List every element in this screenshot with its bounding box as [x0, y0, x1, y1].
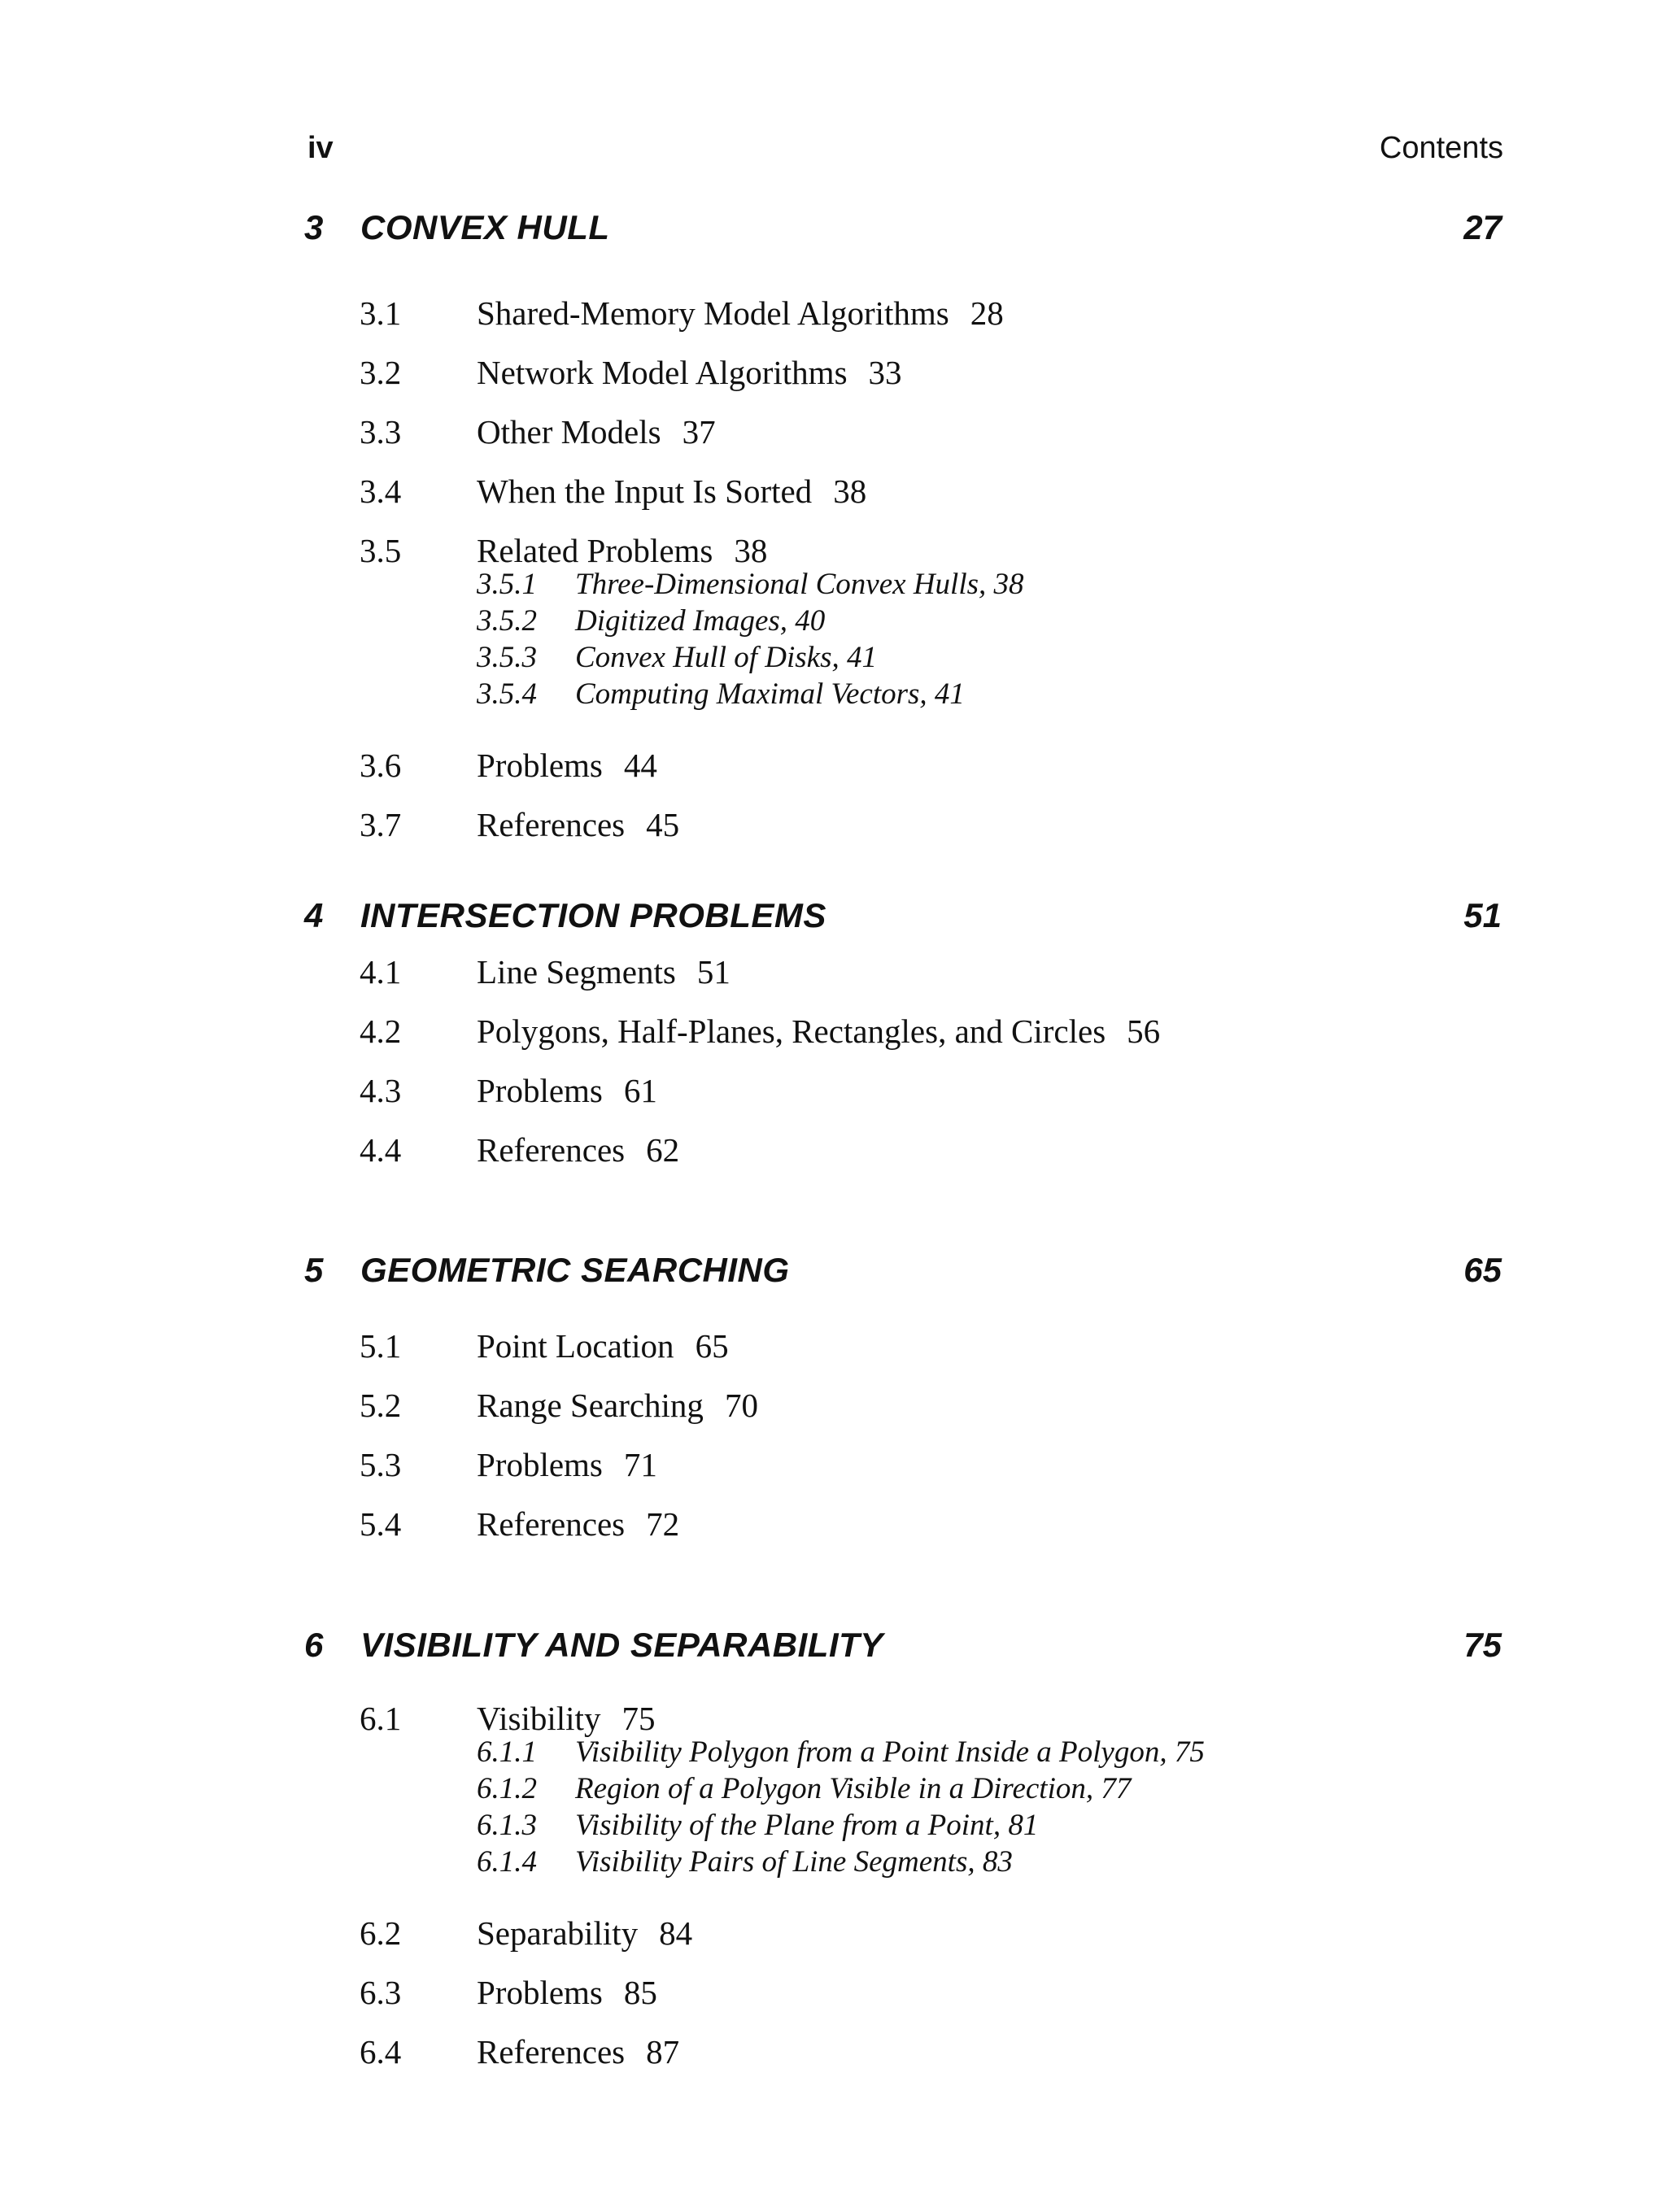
subsection-entry: [0, 676, 1666, 712]
chapter-number: 3: [304, 208, 324, 246]
subsection-entry: [0, 1770, 1666, 1807]
subsection-title: Visibility of the Plane from a Point, 81: [575, 1809, 1039, 1842]
chapter-number: 4: [304, 896, 324, 934]
subsection-number: 6.1.4: [477, 1845, 537, 1879]
section-page-number: 28: [970, 294, 1004, 332]
section-title-line: [477, 352, 902, 393]
chapter-entry: [0, 891, 1666, 1169]
section-entry: [0, 1130, 1666, 1170]
section-entry: [0, 1913, 1666, 1953]
section-title: Network Model Algorithms: [477, 354, 848, 391]
subsection-entry: [0, 603, 1666, 639]
section-page-number: 84: [659, 1914, 693, 1952]
section-number: 4.1: [360, 953, 402, 991]
section-title: Related Problems: [477, 532, 713, 569]
section-number: 6.2: [360, 1914, 402, 1952]
section-title-line: [477, 471, 866, 512]
subsection-title: Visibility Pairs of Line Segments, 83: [575, 1845, 1013, 1879]
section-page-number: 61: [623, 1072, 657, 1109]
subsection-title: Computing Maximal Vectors, 41: [575, 677, 965, 711]
section-page-number: 37: [682, 413, 716, 451]
subsection-title: Convex Hull of Disks, 41: [575, 641, 877, 674]
section-title-line: [477, 1913, 692, 1953]
section-title-line: [477, 804, 679, 845]
subsection-number: 3.5.3: [477, 641, 537, 674]
section-page-number: 65: [695, 1327, 729, 1365]
running-title: Contents: [1379, 131, 1503, 165]
chapter-page-number: 65: [1463, 1251, 1502, 1289]
section-title-line: [477, 1698, 655, 1739]
section-entry: [0, 951, 1666, 992]
subsection-entry: [0, 1734, 1666, 1770]
section-page-number: 62: [646, 1131, 680, 1169]
section-number: 4.2: [360, 1012, 402, 1050]
section-title: Problems: [477, 1974, 603, 2011]
section-entry: [0, 1326, 1666, 1366]
subsection-title: Three-Dimensional Convex Hulls, 38: [575, 568, 1024, 601]
chapter-heading: [0, 203, 1666, 252]
chapter-heading: [0, 1621, 1666, 1670]
section-page-number: 70: [724, 1387, 758, 1424]
section-title-line: [477, 1972, 657, 2013]
section-title: Shared-Memory Model Algorithms: [477, 294, 949, 332]
section-title-line: [477, 1011, 1160, 1052]
section-page-number: 72: [646, 1505, 680, 1543]
chapter-title: VISIBILITY AND SEPARABILITY: [360, 1626, 883, 1664]
section-page-number: 45: [646, 806, 680, 843]
section-page-number: 87: [646, 2033, 680, 2070]
section-title-line: [477, 745, 657, 786]
section-number: 6.4: [360, 2033, 402, 2070]
section-title-line: [477, 1444, 657, 1485]
section-entry: [0, 1385, 1666, 1426]
section-title: Problems: [477, 1446, 603, 1483]
section-number: 3.2: [360, 354, 402, 391]
section-entry: [0, 411, 1666, 452]
subsection-number: 6.1.3: [477, 1809, 537, 1842]
subsection-entry: [0, 1844, 1666, 1880]
subsection-title: Visibility Polygon from a Point Inside a Polygon, 75: [575, 1735, 1205, 1769]
section-title-line: [477, 293, 1004, 333]
subsection-entry: [0, 1807, 1666, 1844]
section-number: 4.4: [360, 1131, 402, 1169]
chapter-heading: [0, 891, 1666, 940]
chapter-page-number: 27: [1463, 208, 1502, 246]
section-entry: [0, 1698, 1666, 1739]
section-title: Point Location: [477, 1327, 674, 1365]
section-number: 5.1: [360, 1327, 402, 1365]
section-page-number: 44: [623, 747, 657, 784]
section-title: Polygons, Half-Planes, Rectangles, and Circles: [477, 1012, 1106, 1050]
section-title-line: [477, 1326, 729, 1366]
section-title: References: [477, 1505, 626, 1543]
section-title-line: [477, 1070, 657, 1111]
section-entry: [0, 1070, 1666, 1111]
section-number: 3.5: [360, 532, 402, 569]
section-page-number: 38: [833, 472, 867, 510]
section-title-line: [477, 1504, 679, 1544]
subsection-number: 3.5.1: [477, 568, 537, 601]
section-title-line: [477, 2031, 679, 2072]
chapter-number: 6: [304, 1626, 324, 1664]
chapter-entry: [0, 203, 1666, 843]
chapter-title: INTERSECTION PROBLEMS: [360, 896, 826, 934]
subsection-entry: [0, 566, 1666, 603]
section-entry: [0, 2031, 1666, 2072]
section-title: Problems: [477, 1072, 603, 1109]
subsection-number: 3.5.4: [477, 677, 537, 711]
chapter-title: GEOMETRIC SEARCHING: [360, 1251, 790, 1289]
section-number: 3.7: [360, 806, 402, 843]
section-title-line: [477, 411, 716, 452]
section-entry: [0, 352, 1666, 393]
subsection-number: 3.5.2: [477, 604, 537, 638]
section-page-number: 51: [696, 953, 731, 991]
chapter-title: CONVEX HULL: [360, 208, 610, 246]
subsection-number: 6.1.1: [477, 1735, 537, 1769]
section-title-line: [477, 1385, 758, 1426]
chapter-entry: [0, 1246, 1666, 1543]
chapter-number: 5: [304, 1251, 324, 1289]
chapter-entry: [0, 1621, 1666, 2070]
section-number: 6.1: [360, 1700, 402, 1737]
subsection-title: Region of a Polygon Visible in a Direction, 77: [575, 1772, 1132, 1805]
chapter-page-number: 51: [1463, 896, 1502, 934]
chapter-page-number: 75: [1463, 1626, 1502, 1664]
section-page-number: 85: [623, 1974, 657, 2011]
section-title: Problems: [477, 747, 603, 784]
subsection-entry: [0, 639, 1666, 676]
section-entry: [0, 1011, 1666, 1052]
section-title-line: [477, 951, 731, 992]
section-title: When the Input Is Sorted: [477, 472, 813, 510]
section-title: Range Searching: [477, 1387, 704, 1424]
section-number: 3.3: [360, 413, 402, 451]
section-number: 5.4: [360, 1505, 402, 1543]
chapter-heading: [0, 1246, 1666, 1295]
section-page-number: 38: [734, 532, 768, 569]
section-page-number: 71: [623, 1446, 657, 1483]
section-number: 3.1: [360, 294, 402, 332]
page-number: iv: [307, 131, 334, 165]
subsection-number: 6.1.2: [477, 1772, 537, 1805]
section-entry: [0, 804, 1666, 845]
section-entry: [0, 1972, 1666, 2013]
section-entry: [0, 1504, 1666, 1544]
section-entry: [0, 471, 1666, 512]
subsection-title: Digitized Images, 40: [575, 604, 826, 638]
section-page-number: 33: [868, 354, 902, 391]
section-title: Separability: [477, 1914, 639, 1952]
section-page-number: 56: [1127, 1012, 1161, 1050]
section-number: 3.6: [360, 747, 402, 784]
section-title: References: [477, 806, 626, 843]
section-title-line: [477, 1130, 679, 1170]
section-entry: [0, 745, 1666, 786]
section-entry: [0, 293, 1666, 333]
section-entry: [0, 1444, 1666, 1485]
section-title: References: [477, 1131, 626, 1169]
section-page-number: 75: [621, 1700, 656, 1737]
section-number: 5.2: [360, 1387, 402, 1424]
section-title: Visibility: [477, 1700, 601, 1737]
section-title: Other Models: [477, 413, 661, 451]
section-number: 6.3: [360, 1974, 402, 2011]
section-title-line: [477, 530, 767, 571]
section-entry: [0, 530, 1666, 571]
section-title: References: [477, 2033, 626, 2070]
section-number: 3.4: [360, 472, 402, 510]
section-number: 5.3: [360, 1446, 402, 1483]
section-number: 4.3: [360, 1072, 402, 1109]
section-title: Line Segments: [477, 953, 676, 991]
